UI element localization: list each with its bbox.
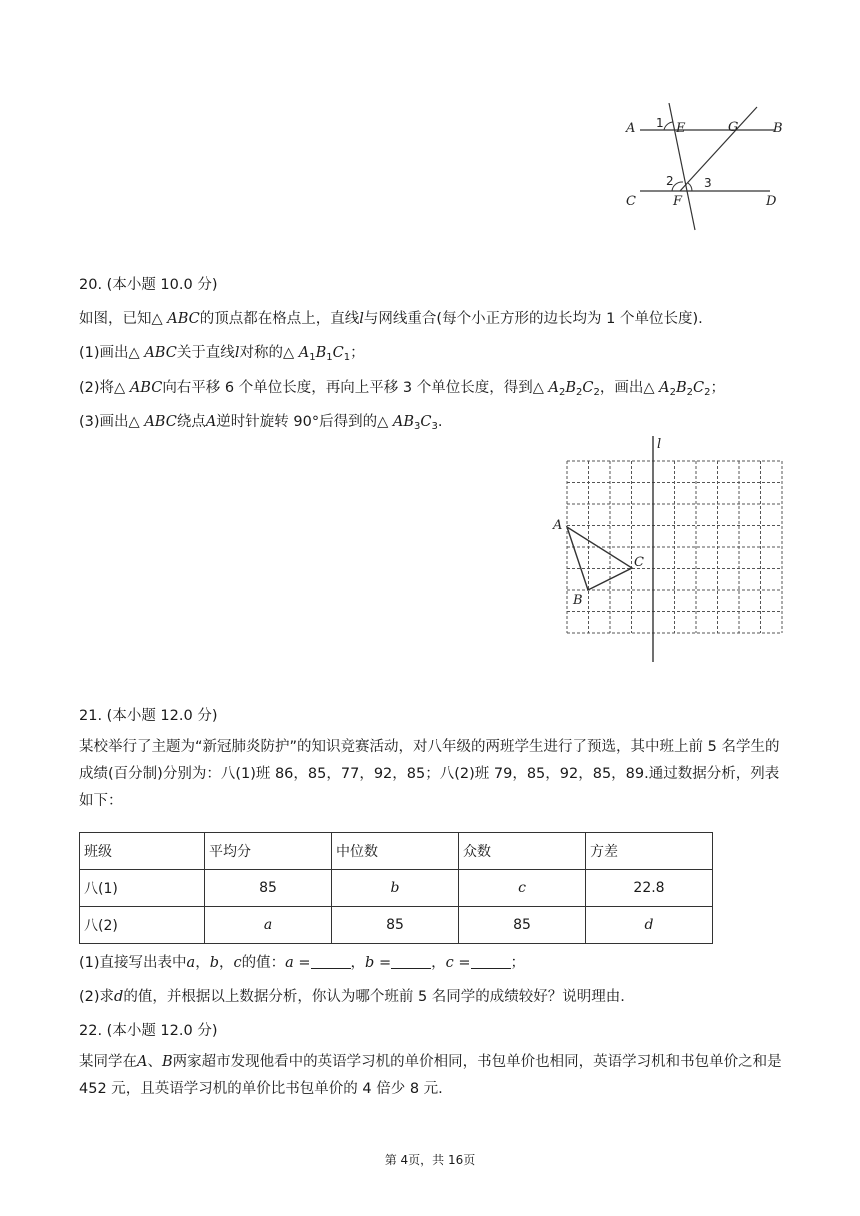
label-e: E (676, 121, 686, 136)
q20-part1: (1)画出△ ABC关于直线l对称的△ $A_1B_1C_1$； (79, 345, 365, 363)
q20-part2: (2)将△ ABC向右平移 6 个单位长度，再向上平移 3 个单位长度，得到△ $A_2B_2C_2$，画出△ $A_2B_2C_2$； (79, 380, 725, 398)
th-mean: 平均分 (205, 833, 332, 870)
blank-a[interactable] (311, 954, 351, 969)
triangle-abc (567, 527, 632, 590)
table-row: 八(1) 85 b c 22.8 (80, 870, 713, 907)
label-1: 1 (656, 116, 664, 130)
q21-part2: (2)求d的值，并根据以上数据分析，你认为哪个班前 5 名同学的成绩较好？说明理由. (79, 989, 625, 1005)
th-mode: 众数 (459, 833, 586, 870)
parallel-lines-figure (620, 103, 790, 233)
q21-part1: (1)直接写出表中a，b，c的值：a = ，b = ，c = ； (79, 955, 525, 971)
q22-text: 某同学在A、B两家超市发现他看中的英语学习机的单价相同，书包单价也相同，英语学习机和书包单价之和是 452 元，且英语学习机的单价比书包单价的 4 倍少 8 元. (79, 1054, 782, 1097)
label-a: A (626, 121, 636, 136)
label-3: 3 (704, 176, 712, 190)
label-f: F (673, 194, 683, 209)
table-header-row (80, 833, 713, 870)
th-class: 班级 (80, 833, 205, 870)
label-c: C (626, 194, 636, 209)
stats-table (79, 832, 713, 944)
label-line-l: l (657, 437, 662, 452)
page-footer: 第 4页，共 16页 (384, 1153, 476, 1167)
blank-b[interactable] (391, 954, 431, 969)
angle-3-arc (688, 183, 692, 191)
q22-header: 22. (本小题 12.0 分) (79, 1023, 218, 1039)
q20-intro: 如图，已知△ ABC的顶点都在格点上，直线l与网线重合(每个小正方形的边长均为 1 个单位长度). (79, 311, 703, 327)
q20-header: 20. (本小题 10.0 分) (79, 277, 218, 293)
table-row: 八(2) a 85 85 d (80, 907, 713, 944)
grid-figure (548, 436, 788, 664)
th-variance: 方差 (586, 833, 713, 870)
label-point-c: C (634, 555, 644, 570)
label-b: B (773, 121, 783, 136)
label-point-b: B (573, 593, 583, 608)
label-2: 2 (666, 174, 674, 188)
line-fg (680, 107, 757, 191)
q20-part3: (3)画出△ ABC绕点A逆时针旋转 90°后得到的△ $AB_3C_3$. (79, 414, 443, 432)
angle-1-arc (664, 122, 673, 130)
q21-text: 某校举行了主题为“新冠肺炎防护”的知识竞赛活动，对八年级的两班学生进行了预选，其中班上前 5 名学生的成绩(百分制)分别为：八(1)班 86，85，77，92，85；八(2)班 79，85，92，85，89.通过数据分析，列表如下： (79, 739, 780, 809)
label-d: D (766, 194, 777, 209)
blank-c[interactable] (471, 954, 511, 969)
label-g: G (728, 120, 739, 135)
q21-header: 21. (本小题 12.0 分) (79, 708, 218, 724)
label-point-a: A (553, 518, 563, 533)
th-median: 中位数 (332, 833, 459, 870)
